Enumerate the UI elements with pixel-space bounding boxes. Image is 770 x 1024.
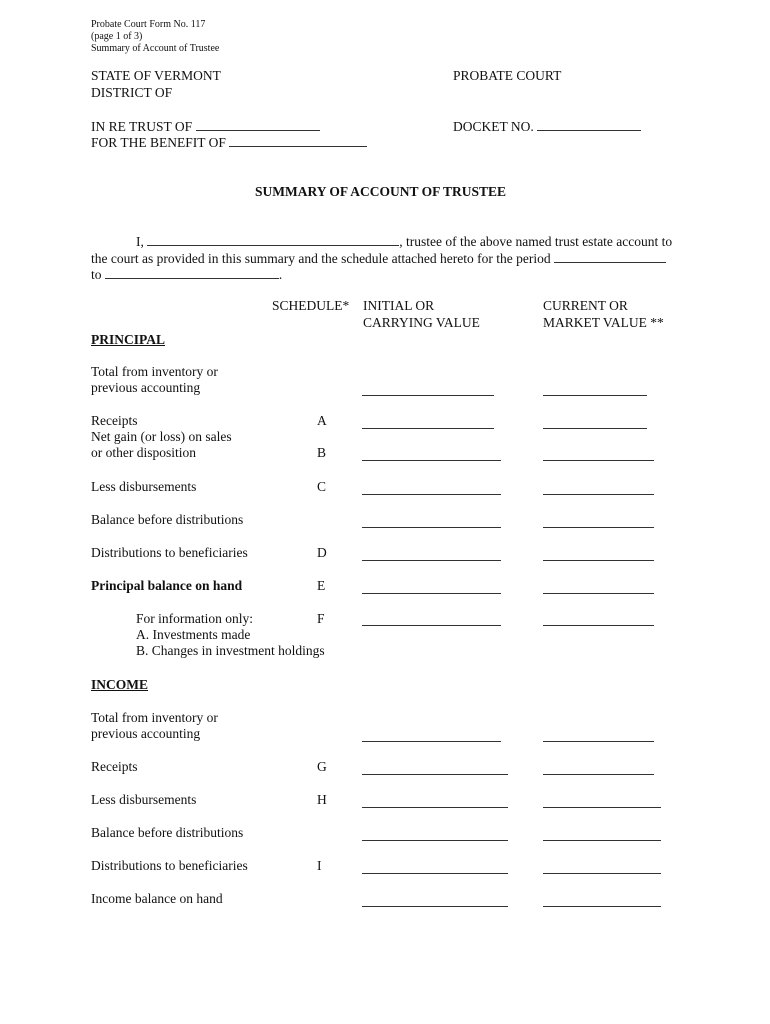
col-initial-1: INITIAL OR (363, 298, 435, 313)
principal-row-label: B. Changes in investment holdings (136, 643, 325, 658)
intro-text-1: , trustee of the above named trust estate account to (399, 234, 673, 249)
intro-text-2: the court as provided in this summary and the schedule attached hereto for the period (91, 251, 551, 266)
principal-row-label: Net gain (or loss) on sales (91, 429, 232, 444)
col-schedule: SCHEDULE* (272, 298, 350, 313)
principal-initial-value-field[interactable] (362, 593, 501, 594)
principal-current-value-field[interactable] (543, 428, 647, 429)
income-row-label: Total from inventory or (91, 710, 218, 725)
principal-initial-value-field[interactable] (362, 560, 501, 561)
principal-initial-value-field[interactable] (362, 460, 501, 461)
principal-initial-value-field[interactable] (362, 494, 501, 495)
income-current-value-field[interactable] (543, 807, 661, 808)
principal-row-label: For information only: (136, 611, 253, 626)
principal-initial-value-field[interactable] (362, 395, 494, 396)
principal-row-schedule: D (317, 545, 327, 560)
income-row-label: Distributions to beneficiaries (91, 858, 248, 873)
income-row-schedule: I (317, 858, 322, 873)
form-title: Summary of Account of Trustee (91, 43, 220, 54)
principal-current-value-field[interactable] (543, 494, 654, 495)
income-row-label: Less disbursements (91, 792, 197, 807)
principal-heading: PRINCIPAL (91, 332, 165, 347)
principal-initial-value-field[interactable] (362, 527, 501, 528)
principal-row-label: Balance before distributions (91, 512, 244, 527)
income-initial-value-field[interactable] (362, 906, 508, 907)
principal-row-schedule: A (317, 413, 327, 428)
income-current-value-field[interactable] (543, 873, 661, 874)
page-indicator: (page 1 of 3) (91, 31, 143, 42)
principal-row-schedule: B (317, 445, 327, 460)
principal-row-label: Distributions to beneficiaries (91, 545, 248, 560)
col-current-1: CURRENT OR (543, 298, 628, 313)
income-current-value-field[interactable] (543, 906, 661, 907)
income-initial-value-field[interactable] (362, 741, 501, 742)
trust-of-field[interactable] (196, 118, 320, 131)
period-from-field[interactable] (554, 250, 666, 263)
docket-field[interactable] (537, 118, 641, 131)
document-title: SUMMARY OF ACCOUNT OF TRUSTEE (255, 184, 507, 199)
income-row-label: Receipts (91, 759, 138, 774)
principal-initial-value-field[interactable] (362, 428, 494, 429)
intro-i: I, (136, 234, 144, 249)
principal-row-label: Total from inventory or (91, 364, 218, 379)
docket-label: DOCKET NO. (453, 119, 534, 134)
principal-current-value-field[interactable] (543, 460, 654, 461)
income-current-value-field[interactable] (543, 741, 654, 742)
principal-initial-value-field[interactable] (362, 625, 501, 626)
intro-to: to (91, 267, 102, 282)
principal-current-value-field[interactable] (543, 593, 654, 594)
income-heading: INCOME (91, 677, 148, 692)
income-current-value-field[interactable] (543, 774, 654, 775)
principal-current-value-field[interactable] (543, 527, 654, 528)
district-label: DISTRICT OF (91, 85, 173, 100)
principal-row-label: Receipts (91, 413, 138, 428)
income-initial-value-field[interactable] (362, 873, 508, 874)
trust-of-label: IN RE TRUST OF (91, 119, 193, 134)
income-current-value-field[interactable] (543, 840, 661, 841)
income-row-schedule: G (317, 759, 327, 774)
court-label: PROBATE COURT (453, 68, 562, 83)
trustee-name-field[interactable] (147, 233, 399, 246)
income-initial-value-field[interactable] (362, 840, 508, 841)
form-number: Probate Court Form No. 117 (91, 19, 206, 30)
benefit-of-label: FOR THE BENEFIT OF (91, 135, 226, 150)
period-to-field[interactable] (105, 266, 279, 279)
intro-period: . (278, 267, 283, 282)
income-row-label: previous accounting (91, 726, 201, 741)
income-initial-value-field[interactable] (362, 774, 508, 775)
principal-row-label: Less disbursements (91, 479, 197, 494)
benefit-of-field[interactable] (229, 134, 367, 147)
principal-current-value-field[interactable] (543, 625, 654, 626)
income-row-schedule: H (317, 792, 327, 807)
principal-row-schedule: C (317, 479, 327, 494)
col-initial-2: CARRYING VALUE (363, 315, 480, 330)
income-initial-value-field[interactable] (362, 807, 508, 808)
principal-row-label: or other disposition (91, 445, 196, 460)
principal-row-schedule: F (317, 611, 325, 626)
principal-current-value-field[interactable] (543, 560, 654, 561)
principal-row-label: A. Investments made (136, 627, 251, 642)
principal-current-value-field[interactable] (543, 395, 647, 396)
principal-row-schedule: E (317, 578, 326, 593)
income-row-label: Income balance on hand (91, 891, 223, 906)
principal-row-label: Principal balance on hand (91, 578, 243, 593)
income-row-label: Balance before distributions (91, 825, 244, 840)
state-label: STATE OF VERMONT (91, 68, 221, 83)
principal-row-label: previous accounting (91, 380, 201, 395)
col-current-2: MARKET VALUE ** (543, 315, 664, 330)
